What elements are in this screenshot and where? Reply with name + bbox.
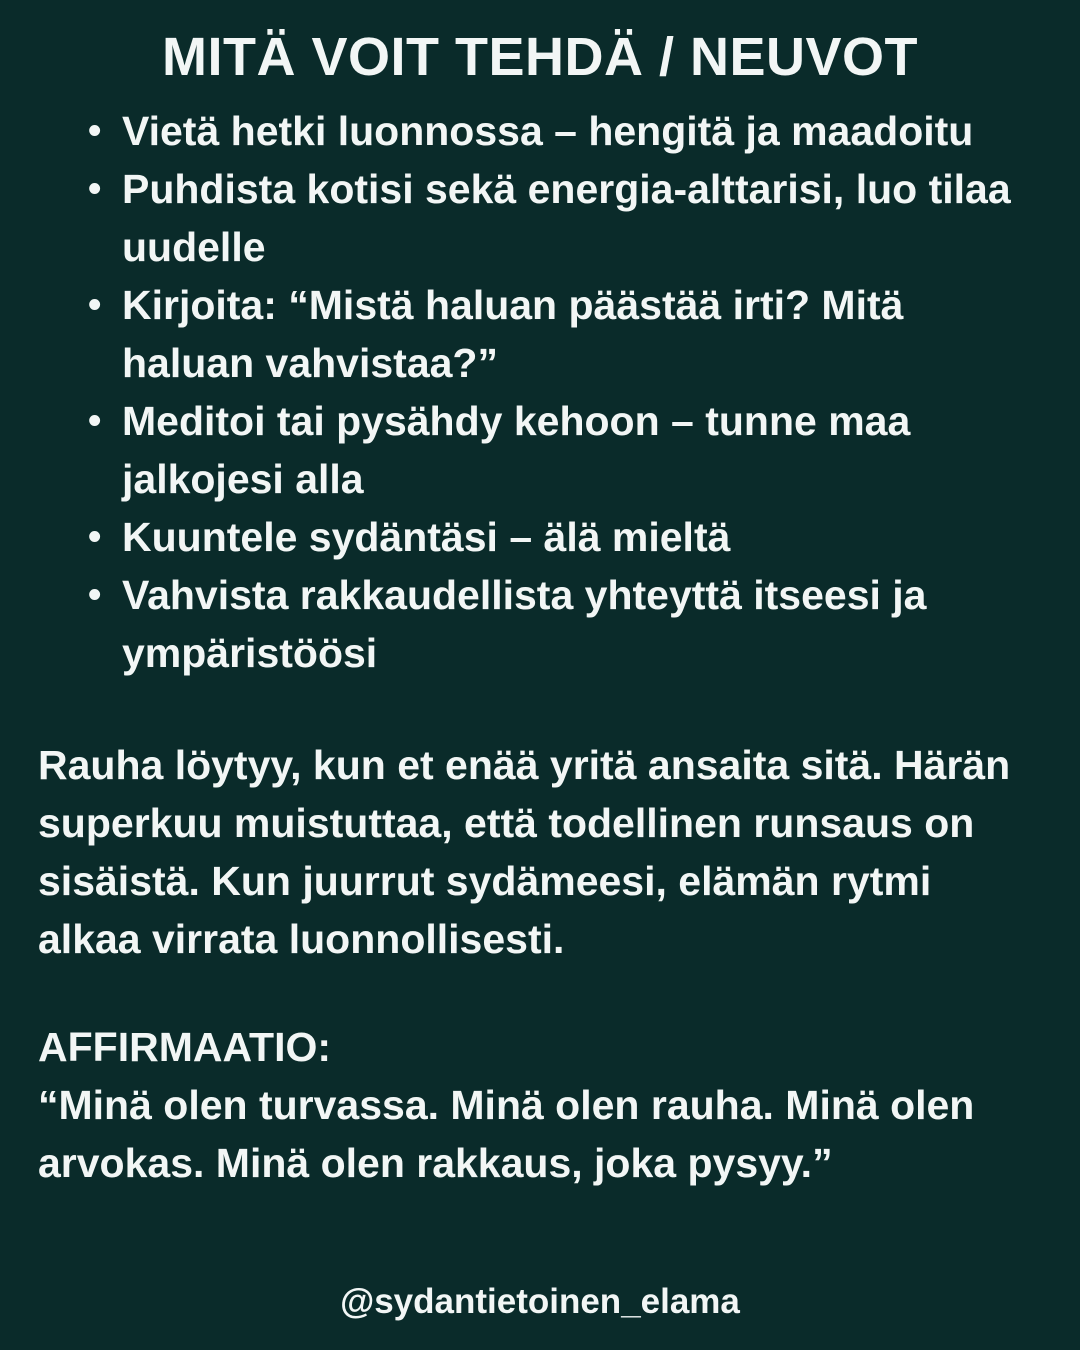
bullet-icon: • xyxy=(88,574,102,617)
list-item-text: Vietä hetki luonnossa – hengitä ja maadoitu xyxy=(122,108,974,155)
list-item-text: Meditoi tai pysähdy kehoon – tunne maa jalkojesi alla xyxy=(122,398,911,503)
list-item xyxy=(88,102,1014,160)
bullet-icon: • xyxy=(88,516,102,559)
bullet-icon: • xyxy=(88,284,102,327)
advice-list xyxy=(0,102,1080,682)
page-title: MITÄ VOIT TEHDÄ / NEUVOT xyxy=(161,27,918,87)
affirmation-quote: “Minä olen turvassa. Minä olen rauha. Minä olen arvokas. Minä olen rakkaus, joka pysyy.” xyxy=(38,1082,975,1187)
body-paragraph: Rauha löytyy, kun et enää yritä ansaita sitä. Härän superkuu muistuttaa, että todellinen runsaus on sisäistä. Kun juurrut sydämeesi, elämän rytmi alkaa virrata luonnollisesti. xyxy=(38,742,1011,963)
affirmation-section xyxy=(38,1018,1036,1192)
list-item-text: Puhdista kotisi sekä energia-alttarisi, luo tilaa uudelle xyxy=(122,166,1011,271)
list-item-text: Kirjoita: “Mistä haluan päästää irti? Mitä haluan vahvistaa?” xyxy=(122,282,904,387)
account-handle: @sydantietoinen_elama xyxy=(340,1282,740,1321)
list-item xyxy=(88,392,1014,508)
bullet-icon: • xyxy=(88,168,102,211)
list-item-text: Kuuntele sydäntäsi – älä mieltä xyxy=(122,514,731,561)
list-item xyxy=(88,566,1014,682)
list-item xyxy=(88,160,1014,276)
bullet-icon: • xyxy=(88,110,102,153)
list-item-text: Vahvista rakkaudellista yhteyttä itseesi ja ympäristöösi xyxy=(122,572,927,677)
bullet-icon: • xyxy=(88,400,102,443)
list-item xyxy=(88,508,1014,566)
list-item xyxy=(88,276,1014,392)
affirmation-heading: AFFIRMAATIO: xyxy=(38,1024,332,1071)
